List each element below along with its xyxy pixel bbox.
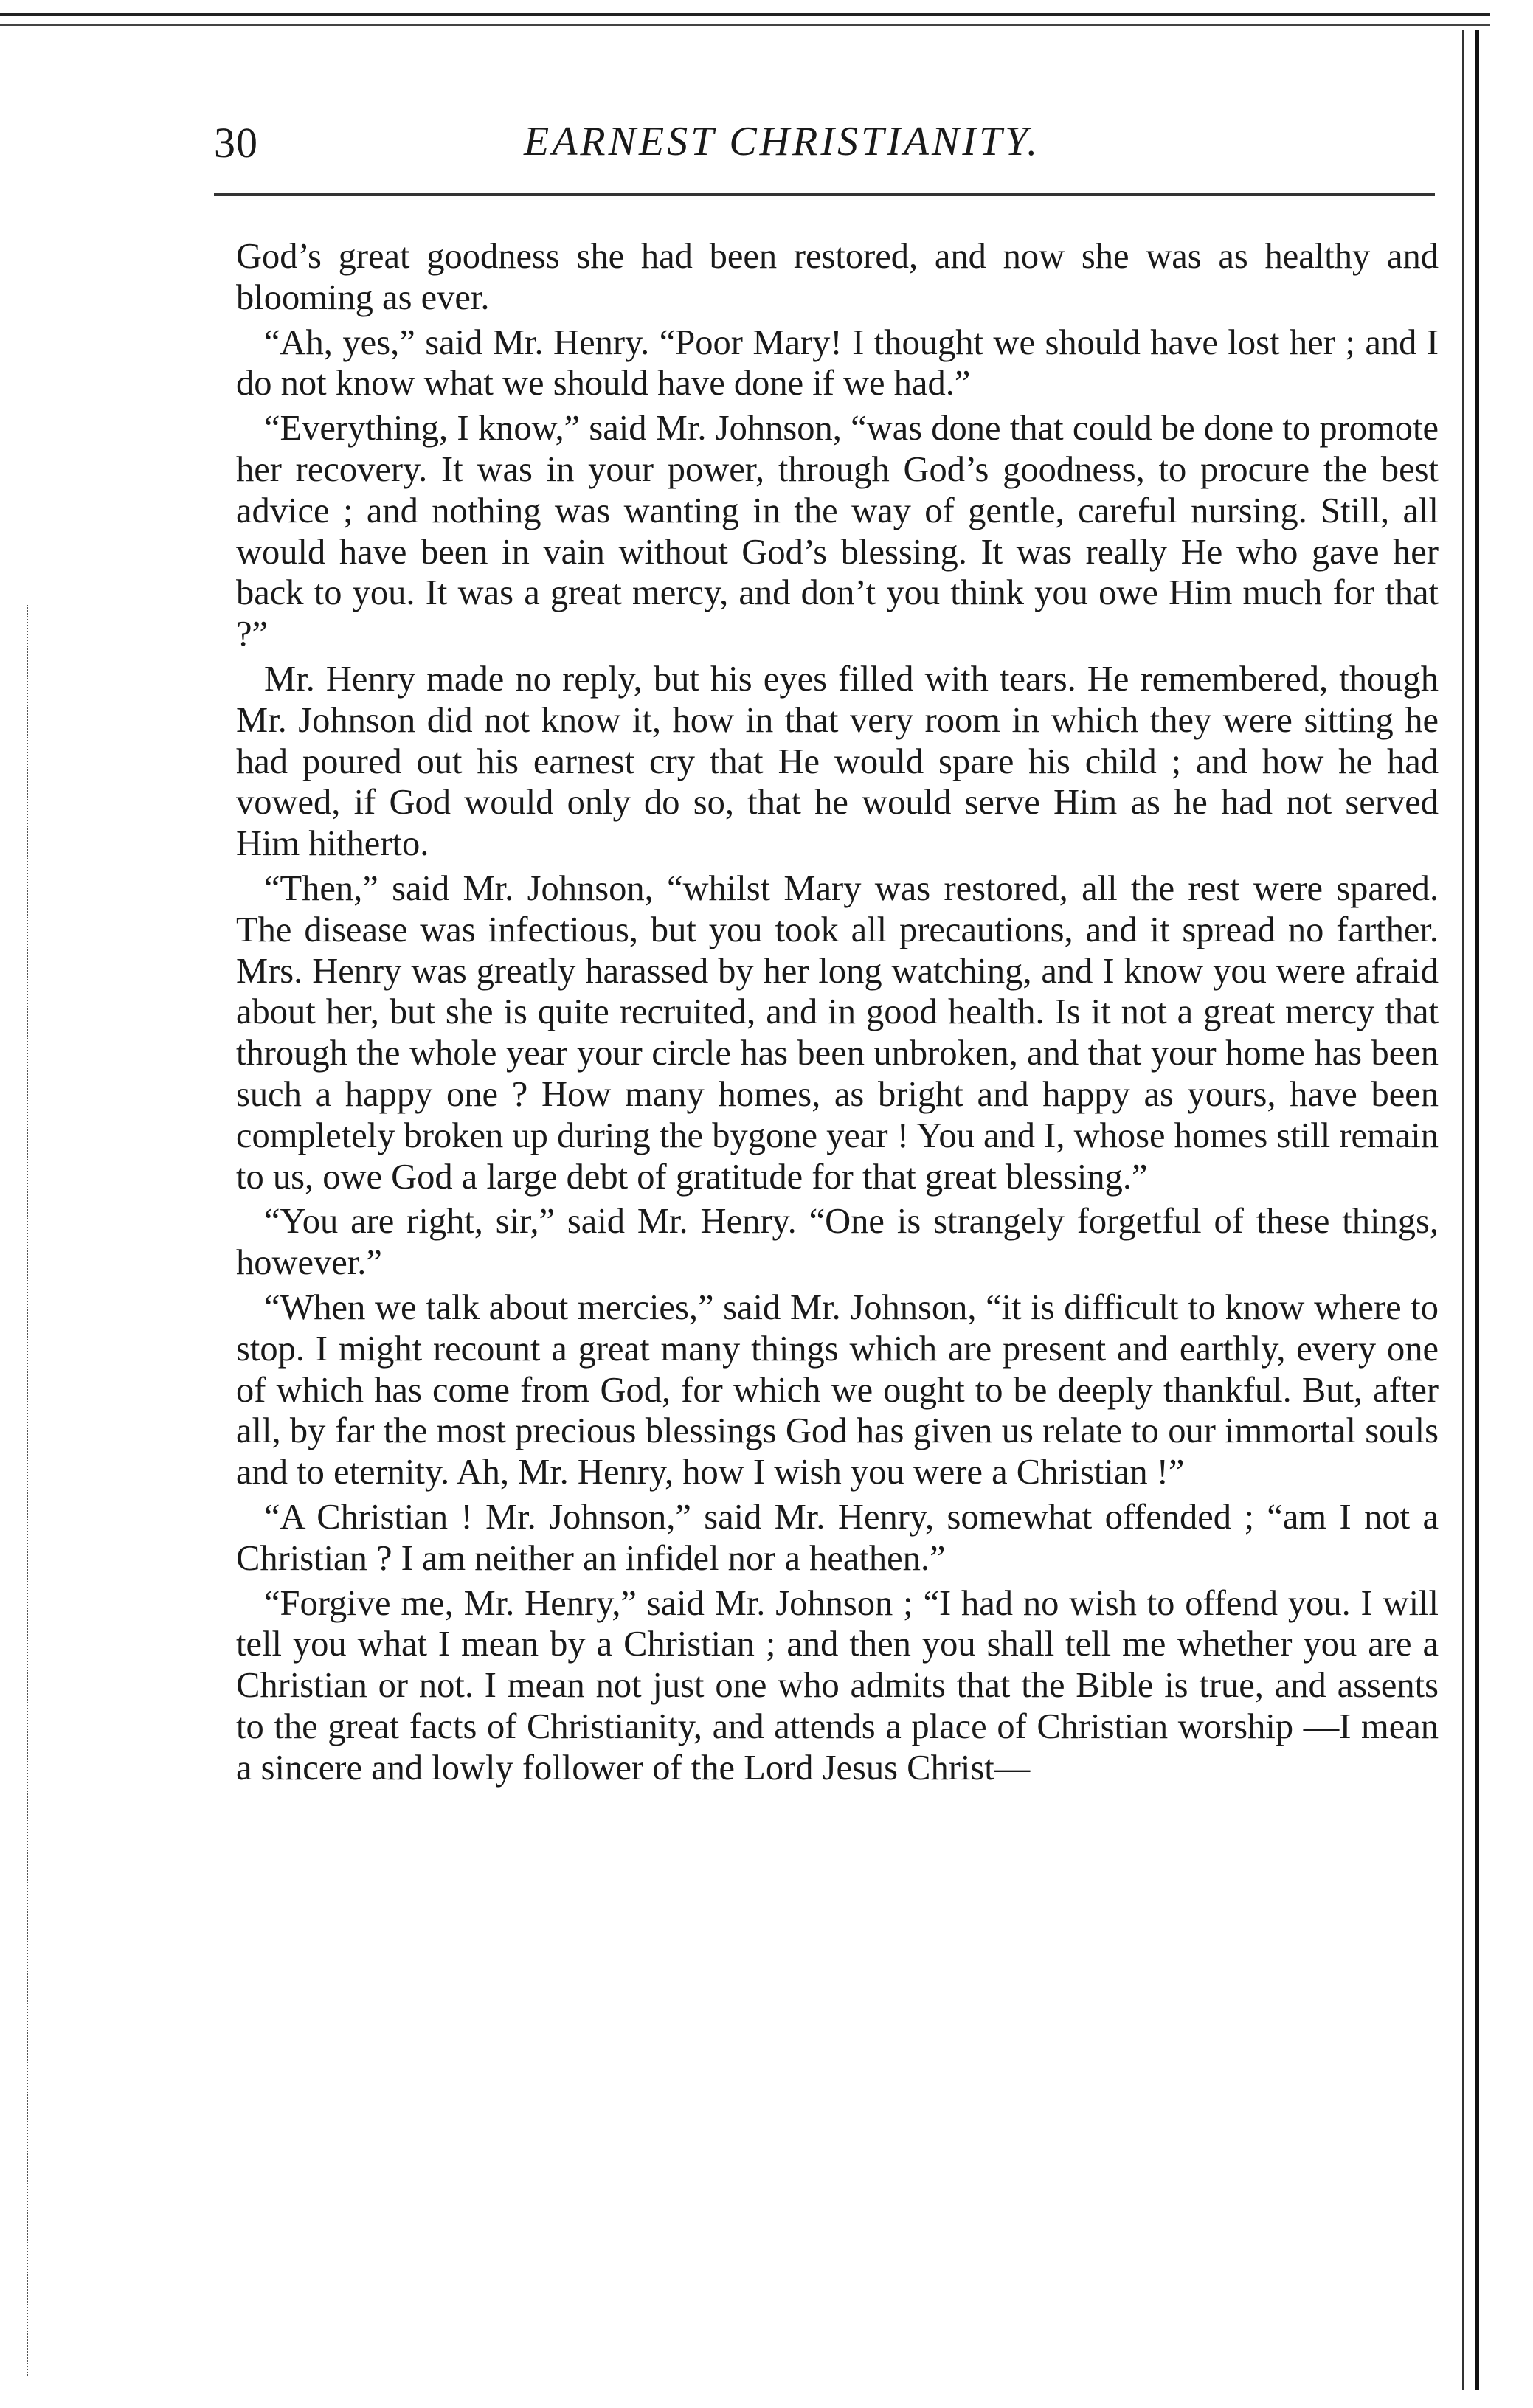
- top-border-rule: [0, 13, 1490, 26]
- paragraph: “Everything, I know,” said Mr. Johnson, “was done that could be done to promote her recovery. It was in your power, through God’s goodness, to procure the best advice ; and nothing was wanting in the way of gentle, careful nursing. Still, all would have been in vain without God’s blessing. It was really He who gave her back to you. It was a great mercy, and don’t you think you owe Him much for that ?”: [236, 409, 1439, 654]
- paragraph: “Ah, yes,” said Mr. Henry. “Poor Mary! I thought we should have lost her ; and I do not know what we should have done if we had.”: [236, 322, 1439, 404]
- left-binding-marks: [27, 605, 37, 2376]
- page-number: 30: [214, 119, 258, 167]
- running-title: EARNEST CHRISTIANITY.: [524, 119, 1041, 165]
- paragraph: “Forgive me, Mr. Henry,” said Mr. Johnson ; “I had no wish to offend you. I will tell you what I mean by a Christian ; and then you shall tell me whether you are a Christian or not. I mean not just one who admits that the Bible is true, and assents to the great facts of Christianity, and attends a place of Christian worship —I mean a sincere and lowly follower of the Lord Jesus Christ—: [236, 1583, 1439, 1788]
- right-page-edge: [1462, 30, 1479, 2390]
- header-rule: [214, 193, 1435, 196]
- paragraph: God’s great goodness she had been restored, and now she was as healthy and blooming as ever.: [236, 237, 1439, 317]
- paragraph: “You are right, sir,” said Mr. Henry. “One is strangely forgetful of these things, however.”: [236, 1202, 1439, 1283]
- page-header: [214, 118, 1439, 184]
- paragraph: “When we talk about mercies,” said Mr. Johnson, “it is difficult to know where to stop. I might recount a great many things which are present and earthly, every one of which has come from God, for which we ought to be deeply thankful. But, after all, by far the most precious blessings God has given us relate to our immortal souls and to eternity. Ah, Mr. Henry, how I wish you were a Christian !”: [236, 1287, 1439, 1492]
- paragraph: Mr. Henry made no reply, but his eyes filled with tears. He remembered, though Mr. Johnson did not know it, how in that very room in which they were sitting he had poured out his earnest cry that He would spare his child ; and how he had vowed, if God would only do so, that he would serve Him as he had not served Him hitherto.: [236, 659, 1439, 864]
- paragraph: “Then,” said Mr. Johnson, “whilst Mary was restored, all the rest were spared. The disease was infectious, but you took all precautions, and it spread no farther. Mrs. Henry was greatly harassed by her long watching, and I know you were afraid about her, but she is quite recruited, and in good health. Is it not a great mercy that through the whole year your circle has been unbroken, and that your home has been such a happy one ? How many homes, as bright and happy as yours, have been completely broken up during the bygone year ! You and I, whose homes still remain to us, owe God a large debt of gratitude for that great blessing.”: [236, 868, 1439, 1197]
- body-text: [236, 236, 1439, 1792]
- paragraph: “A Christian ! Mr. Johnson,” said Mr. Henry, somewhat offended ; “am I not a Christian ? I am neither an infidel nor a heathen.”: [236, 1497, 1439, 1578]
